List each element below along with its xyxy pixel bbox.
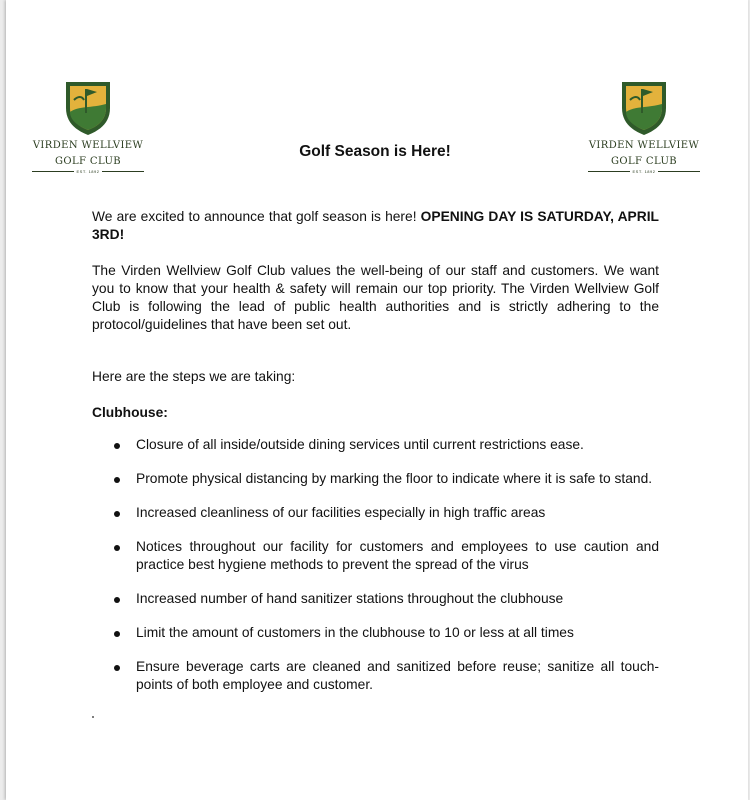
- bullet-icon: [114, 511, 120, 517]
- logo-est: EST. 1892: [28, 169, 148, 174]
- list-item-text: Ensure beverage carts are cleaned and sanitized before reuse; sanitize all touch-points of both employee and customer.: [136, 659, 659, 692]
- golf-crest-icon: [62, 78, 114, 136]
- list-item: [92, 658, 659, 694]
- logo-name-line2: GOLF CLUB: [54, 156, 122, 167]
- clubhouse-heading: Clubhouse:: [92, 405, 168, 420]
- bullet-icon: [114, 631, 120, 637]
- bullet-icon: [114, 477, 120, 483]
- values-paragraph: The Virden Wellview Golf Club values the well-being of our staff and customers. We want you to know that your health & safety will remain our top priority. The Virden Wellview Golf Club is following the lead of public health authorities and is strictly adhering to the protocol/guidelines that have been set out.: [92, 263, 659, 332]
- list-item: [92, 436, 659, 454]
- page-title: Golf Season is Here!: [299, 143, 451, 160]
- list-item: [92, 470, 659, 488]
- logo-name-line2: GOLF CLUB: [610, 156, 678, 167]
- bullet-icon: [114, 665, 120, 671]
- intro-text: We are excited to announce that golf season is here!: [92, 209, 421, 224]
- list-item: [92, 590, 659, 608]
- bullet-icon: [114, 443, 120, 449]
- logo-est: EST. 1892: [584, 169, 704, 174]
- opening-day-highlight: OPENING DAY IS SATURDAY, APRIL 3RD!: [92, 209, 659, 242]
- list-item-text: Notices throughout our facility for customers and employees to use caution and practice best hygiene methods to prevent the spread of the virus: [136, 539, 659, 572]
- steps-intro: Here are the steps we are taking:: [92, 369, 296, 384]
- stray-mark: [92, 716, 94, 718]
- list-item: [92, 504, 659, 522]
- list-item-text: Increased number of hand sanitizer stations throughout the clubhouse: [136, 591, 564, 606]
- logo-name-line1: VIRDEN WELLVIEW: [588, 140, 700, 151]
- list-item-text: Increased cleanliness of our facilities especially in high traffic areas: [136, 505, 546, 520]
- bullet-icon: [114, 545, 120, 551]
- intro-paragraph: [92, 208, 659, 244]
- list-item-text: Promote physical distancing by marking the floor to indicate where it is safe to stand.: [136, 471, 653, 486]
- logo-name-line1: VIRDEN WELLVIEW: [32, 140, 144, 151]
- clubhouse-list: [92, 436, 659, 694]
- bullet-icon: [114, 597, 120, 603]
- list-item: [92, 624, 659, 642]
- list-item: [92, 538, 659, 574]
- document-body: [92, 208, 659, 710]
- list-item-text: Closure of all inside/outside dining services until current restrictions ease.: [136, 437, 584, 452]
- list-item-text: Limit the amount of customers in the clubhouse to 10 or less at all times: [136, 625, 574, 640]
- golf-crest-icon: [618, 78, 670, 136]
